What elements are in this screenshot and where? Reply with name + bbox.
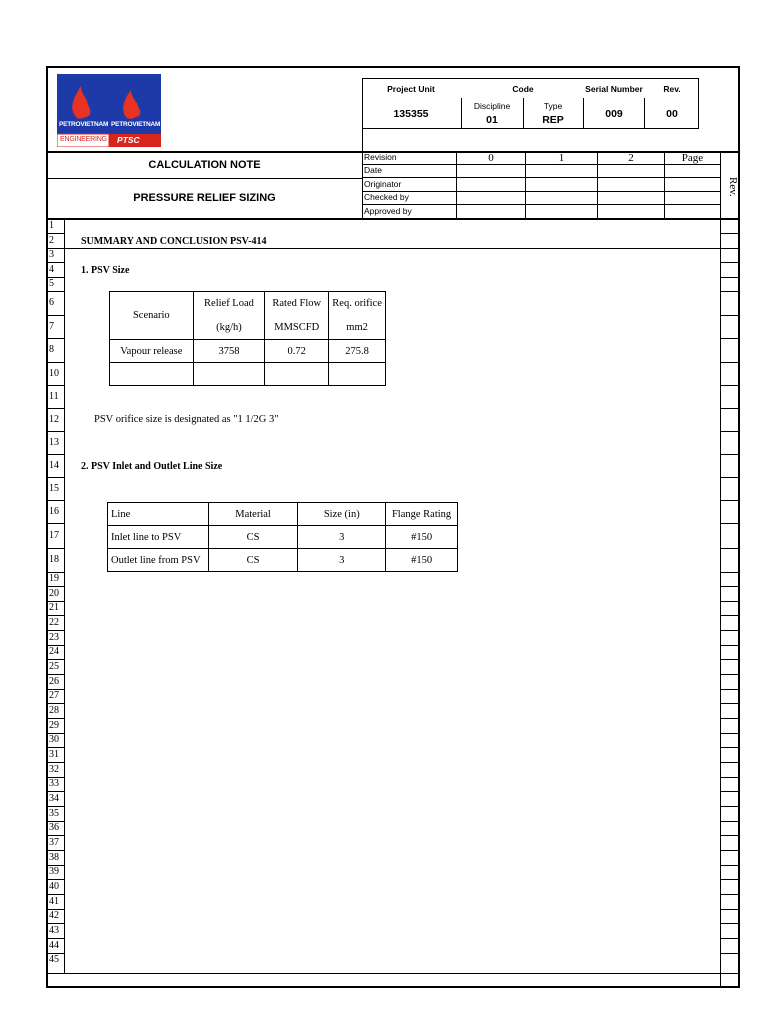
row-number: 28 [49, 704, 59, 716]
empty-cell [329, 363, 386, 386]
line-size-table [107, 502, 458, 572]
row-number: 38 [49, 851, 59, 863]
row-number: 20 [49, 587, 59, 599]
row-number: 19 [49, 573, 59, 584]
row-number: 36 [49, 822, 59, 833]
material-cell: CS [208, 549, 298, 572]
empty-cell [110, 363, 194, 386]
row-number: 33 [49, 778, 59, 789]
row-number: 31 [49, 748, 59, 760]
row-number: 5 [49, 278, 54, 289]
row-number: 2 [49, 234, 54, 246]
rev-side-label: Rev. [727, 177, 739, 197]
rated-flow-unit: MMSCFD [265, 316, 329, 340]
row-number: 8 [49, 344, 54, 355]
serial-number-label: Serial Number [585, 84, 643, 94]
row-number: 24 [49, 646, 59, 657]
row-number: 1 [49, 220, 54, 231]
line-header: Line [108, 503, 209, 526]
psv-size-heading: 1. PSV Size [81, 265, 130, 276]
row-number: 43 [49, 924, 59, 936]
calculation-note-title: CALCULATION NOTE [148, 158, 261, 171]
size-cell: 3 [298, 526, 386, 549]
size-cell: 3 [298, 549, 386, 572]
row-number: 14 [49, 459, 59, 471]
serial-number-value: 009 [605, 108, 623, 120]
row-number: 15 [49, 482, 59, 494]
row-number: 12 [49, 413, 59, 425]
code-label: Code [512, 84, 534, 94]
row-number: 35 [49, 807, 59, 819]
project-unit-value: 135355 [393, 108, 429, 120]
row-number: 17 [49, 529, 59, 541]
date-row-label: Date [364, 165, 382, 175]
row-number: 3 [49, 249, 54, 260]
row-number: 42 [49, 910, 59, 921]
row-number: 39 [49, 866, 59, 877]
section-title: SUMMARY AND CONCLUSION PSV-414 [81, 236, 267, 247]
flange-rating-cell: #150 [386, 526, 458, 549]
page-label: Page [681, 151, 704, 164]
row-number: 4 [49, 263, 54, 275]
row-number: 21 [49, 602, 59, 613]
row-number: 41 [49, 895, 59, 907]
type-label: Type [543, 101, 563, 111]
checked-by-row-label: Checked by [364, 192, 409, 202]
document-title: PRESSURE RELIEF SIZING [133, 192, 276, 204]
row-number: 29 [49, 719, 59, 731]
table-row [108, 526, 458, 549]
row-number: 22 [49, 616, 59, 628]
psv-size-table [109, 291, 386, 386]
rated-flow-header: Rated Flow [265, 292, 329, 316]
row-number: 45 [49, 954, 59, 965]
relief-load-cell: 3758 [193, 340, 265, 363]
logo-petrovietnam-text: PETROVIETNAM [59, 121, 109, 128]
row-number: 13 [49, 436, 59, 448]
logo-petrovietnam-text-2: PETROVIETNAM [111, 121, 161, 128]
revision-col-2: 2 [628, 151, 634, 164]
row-number: 37 [49, 836, 59, 848]
row-number: 16 [49, 505, 59, 517]
revision-row-label: Revision [364, 152, 397, 162]
originator-row-label: Originator [364, 179, 402, 189]
table-row [108, 549, 458, 572]
req-orifice-unit: mm2 [329, 316, 386, 340]
req-orifice-cell: 275.8 [329, 340, 386, 363]
logo-ptsc-text: PTSC [117, 135, 140, 145]
rated-flow-cell: 0.72 [265, 340, 329, 363]
revision-col-1: 1 [558, 151, 565, 164]
flange-rating-cell: #150 [386, 549, 458, 572]
petrovietnam-ptsc-logo [57, 74, 161, 147]
line-cell: Outlet line from PSV [108, 549, 209, 572]
row-number: 11 [49, 390, 59, 402]
req-orifice-header: Req. orifice [329, 292, 386, 316]
relief-load-header: Relief Load [193, 292, 265, 316]
flange-rating-header: Flange Rating [386, 503, 458, 526]
row-number: 23 [49, 631, 59, 643]
scenario-header: Scenario [110, 292, 194, 340]
row-number: 25 [49, 660, 59, 672]
row-number: 34 [49, 792, 59, 804]
line-cell: Inlet line to PSV [108, 526, 209, 549]
row-number: 6 [49, 297, 54, 308]
discipline-value: 01 [486, 114, 498, 126]
logo-engineering-text: ENGINEERING [60, 136, 107, 143]
project-unit-label: Project Unit [387, 84, 435, 94]
rev-value: 00 [666, 108, 678, 120]
rev-label: Rev. [663, 84, 681, 94]
size-header: Size (in) [298, 503, 386, 526]
orifice-designation-note: PSV orifice size is designated as "1 1/2G 3" [94, 414, 279, 425]
row-number: 7 [49, 320, 54, 332]
type-value: REP [542, 114, 564, 126]
row-number: 40 [49, 880, 59, 892]
row-number: 10 [49, 367, 59, 379]
relief-load-unit: (kg/h) [193, 316, 265, 340]
line-size-heading: 2. PSV Inlet and Outlet Line Size [81, 461, 223, 472]
row-number: 32 [49, 763, 59, 775]
empty-cell [265, 363, 329, 386]
empty-cell [193, 363, 265, 386]
material-cell: CS [208, 526, 298, 549]
revision-col-0: 0 [488, 151, 494, 164]
row-number: 30 [49, 734, 59, 745]
discipline-label: Discipline [473, 101, 511, 111]
row-number: 44 [49, 939, 59, 951]
row-number: 18 [49, 554, 59, 565]
material-header: Material [208, 503, 298, 526]
approved-by-row-label: Approved by [364, 206, 412, 216]
row-number: 27 [49, 690, 59, 701]
scenario-cell: Vapour release [110, 340, 194, 363]
row-number: 26 [49, 675, 59, 687]
